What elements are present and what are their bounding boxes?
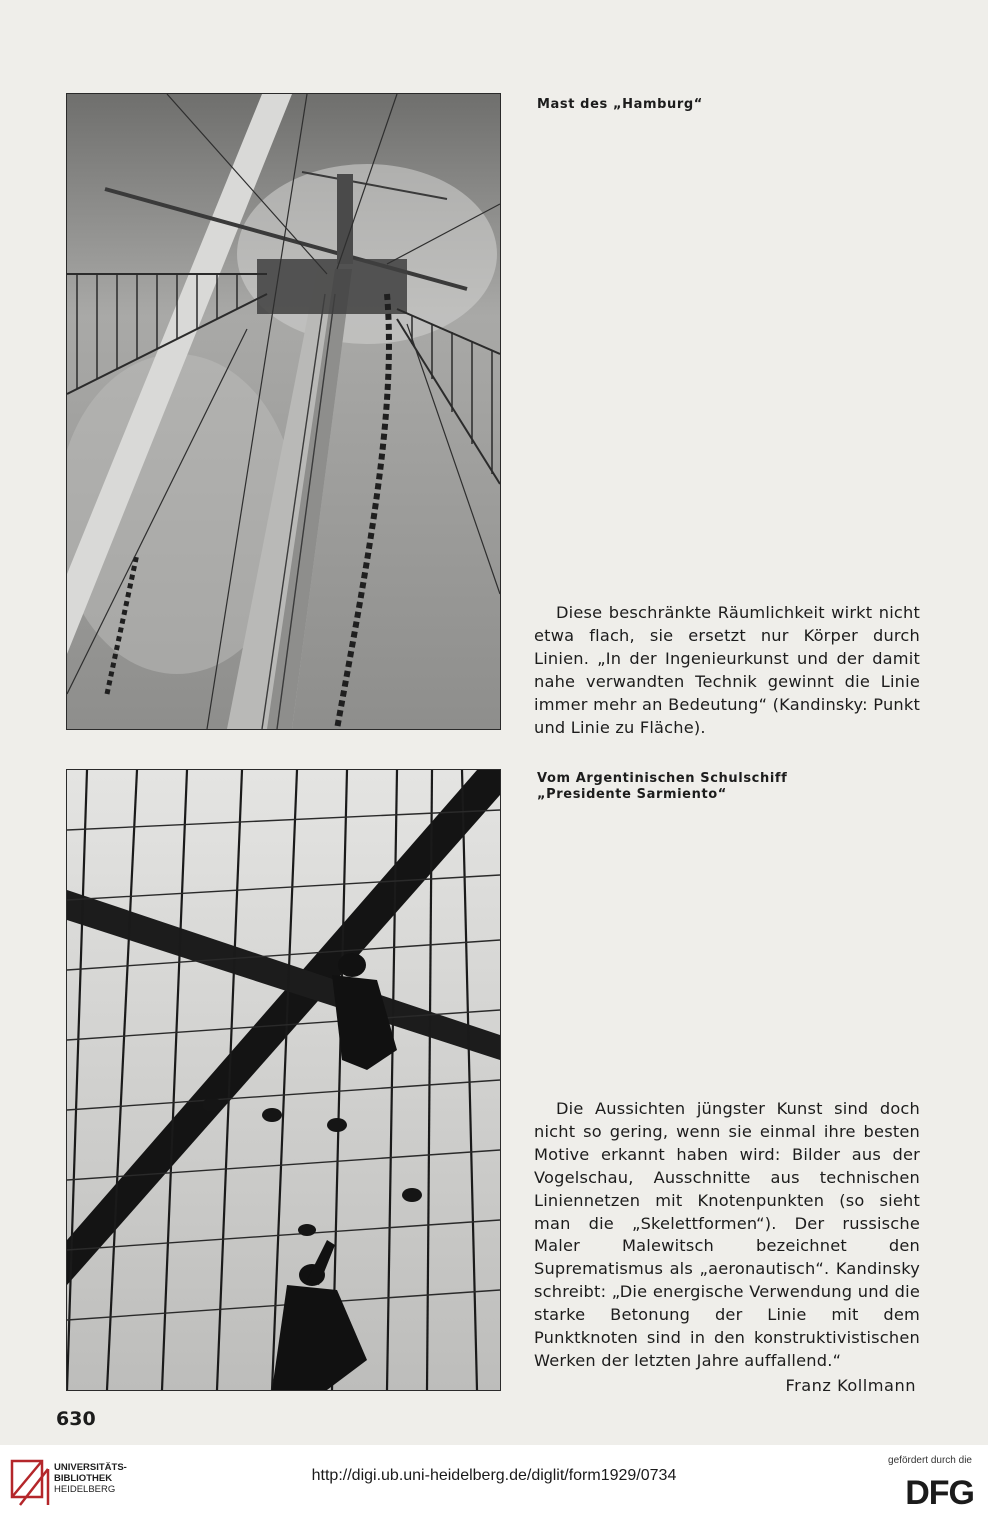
mast-photo-drawing [67,94,500,729]
rigging-photo-drawing [67,770,500,1390]
caption-photo2-line2: „Presidente Sarmiento“ [537,787,727,802]
library-name-line3: HEIDELBERG [54,1484,116,1495]
digitization-footer [0,1445,988,1517]
paragraph-1-text: Diese beschränkte Räumlichkeit wirkt nicht etwa flach, sie ersetzt nur Körper durch Linien. „In der Ingenieurkunst und der damit nahe verwandten Technik gewinnt die Linie immer mehr an Bedeutung“ (Kandinsky: Punkt und Linie zu Fläche). [534,603,920,737]
page-number: 630 [56,1408,96,1430]
paragraph-2-text: Die Aussichten jüngster Kunst sind doch nicht so gering, wenn sie einmal ihre besten Motive erkannt haben wird: Bilder aus der Vogelschau, Ausschnitte aus technischen Liniennetzen mit Knotenpunkten (so sieht man die „Skelettformen“). Der russische Maler Malewitsch bezeichnet den Suprematismus als „aeronautisch“. Kandinsky schreibt: „Die energische Verwendung und die starke Betonung der Linie mit dem Punktknoten sind in den konstruktivistischen Werken der letzten Jahre auffallend.“ [534,1099,920,1370]
library-name-line2: BIBLIOTHEK [54,1473,113,1484]
funding-note: gefördert durch die [888,1455,972,1466]
dfg-logo: DFG [905,1474,974,1512]
caption-photo1: Mast des „Hamburg“ [537,97,703,112]
author-signature: Franz Kollmann [785,1376,916,1395]
caption-photo2 [537,771,787,803]
library-name-line1: UNIVERSITÄTS- [54,1462,127,1473]
paragraph-2 [534,1098,920,1373]
caption-photo2-line1: Vom Argentinischen Schulschiff [537,771,788,786]
photo-presidente-sarmiento [66,769,501,1391]
paragraph-1 [534,602,920,739]
photo-mast-hamburg [66,93,501,730]
permalink-url[interactable]: http://digi.ub.uni-heidelberg.de/diglit/form1929/0734 [311,1467,677,1484]
